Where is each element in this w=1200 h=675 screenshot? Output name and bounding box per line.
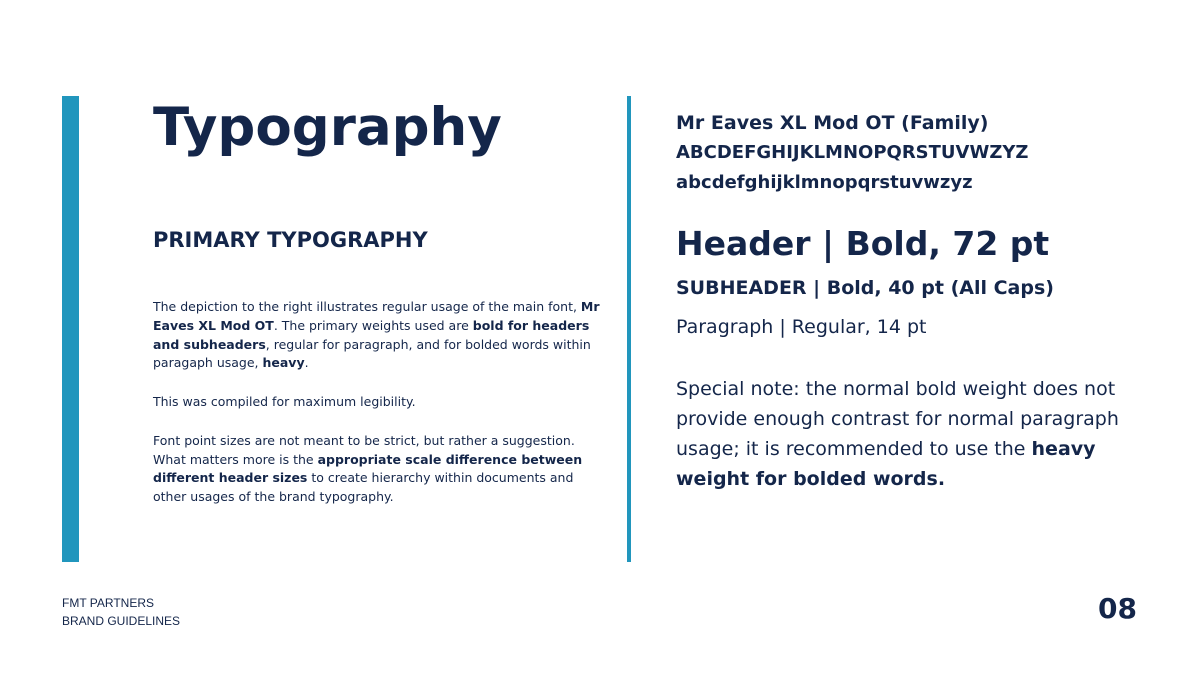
subheader-sample: SUBHEADER | Bold, 40 pt (All Caps) bbox=[676, 277, 1054, 299]
p1-text-e: , regular for paragraph, and for bolded words within paragaph usage, bbox=[153, 336, 591, 371]
type-specimen bbox=[676, 108, 1146, 494]
font-family-name: Mr Eaves XL Mod OT (Family) bbox=[676, 112, 989, 134]
accent-bar-left bbox=[62, 96, 79, 562]
paragraph-sample: Paragraph | Regular, 14 pt bbox=[676, 316, 927, 338]
p3-text-c: to create hierarchy within documents and other usages of the brand typography. bbox=[153, 470, 574, 504]
p3-text-a: Font point sizes are not meant to be strict, but rather a suggestion. What matters more is the bbox=[153, 432, 575, 467]
p1-heavy: heavy bbox=[262, 355, 305, 371]
p1-text-a: The depiction to the right illustrates regular usage of the main font, bbox=[153, 299, 581, 314]
paragraph-usage bbox=[153, 298, 608, 373]
p1-font-name: Mr Eaves XL Mod OT bbox=[153, 299, 600, 333]
p1-text-c: . The primary weights used are bbox=[273, 317, 473, 333]
p3-emphasis: appropriate scale difference between different header sizes bbox=[153, 451, 583, 486]
section-title: PRIMARY TYPOGRAPHY bbox=[153, 228, 428, 252]
accent-divider bbox=[627, 96, 631, 562]
special-note bbox=[676, 374, 1146, 494]
footer-doc-title: BRAND GUIDELINES bbox=[62, 614, 181, 628]
page-number: 08 bbox=[1098, 592, 1137, 625]
header-sample: Header | Bold, 72 pt bbox=[676, 224, 1050, 263]
p1-text-g: . bbox=[304, 355, 309, 371]
note-emphasis: heavy weight for bolded words. bbox=[676, 438, 1096, 490]
uppercase-sample: ABCDEFGHIJKLMNOPQRSTUVWZYZ bbox=[676, 142, 1029, 163]
p1-weights: bold for headers and subheaders bbox=[153, 317, 590, 352]
page-title: Typography bbox=[153, 97, 502, 158]
footer bbox=[62, 594, 180, 630]
lowercase-sample: abcdefghijklmnopqrstuvwzyz bbox=[676, 172, 973, 193]
paragraph-legibility: This was compiled for maximum legibility. bbox=[153, 394, 416, 409]
note-text: Special note: the normal bold weight does not provide enough contrast for normal paragraph usage; it is recommended to use the bbox=[676, 378, 1119, 460]
footer-company: FMT PARTNERS bbox=[62, 596, 155, 610]
body-text bbox=[153, 298, 608, 527]
paragraph-sizes bbox=[153, 432, 608, 507]
